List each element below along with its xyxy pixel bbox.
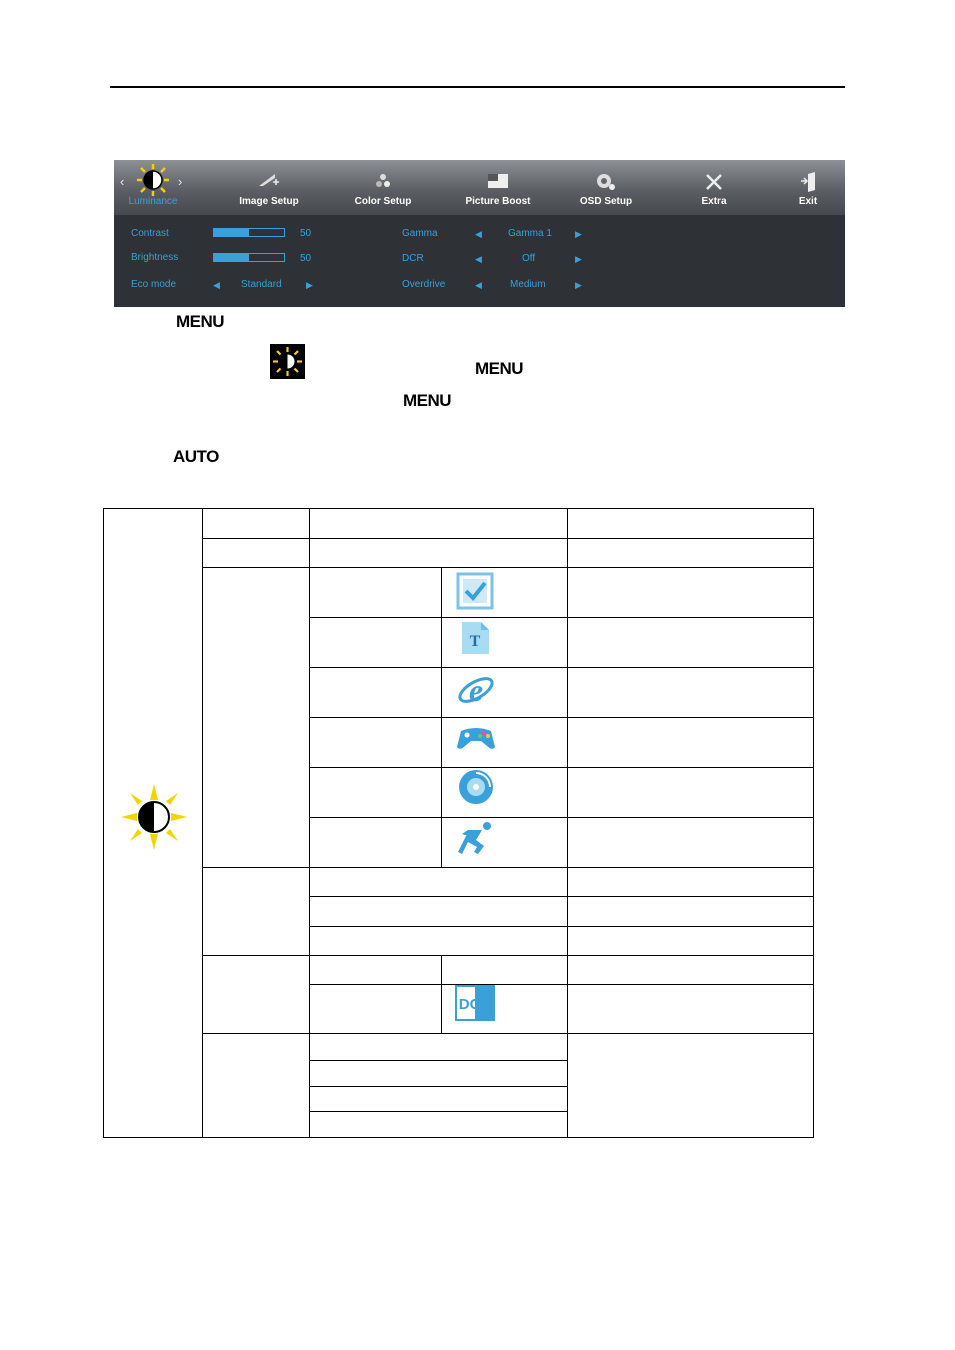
sports-icon — [456, 820, 496, 861]
table-border — [103, 508, 104, 1138]
eco-mode-label: Eco mode — [131, 279, 177, 290]
internet-icon — [456, 670, 496, 715]
text-icon — [459, 620, 491, 661]
row-divider — [202, 955, 814, 956]
gamma-label: Gamma — [402, 228, 438, 239]
tab-label: OSD Setup — [579, 196, 633, 207]
color-setup-icon — [374, 172, 392, 193]
overdrive-left-arrow[interactable]: ◀ — [475, 280, 482, 290]
contrast-value: 50 — [300, 228, 312, 239]
tab-color-setup[interactable] — [343, 160, 423, 215]
dcr-right-arrow[interactable]: ▶ — [575, 254, 582, 264]
menu-keyword: MENU — [176, 312, 225, 331]
osd-menu — [114, 160, 845, 307]
overdrive-label: Overdrive — [402, 279, 446, 290]
row-divider — [202, 567, 814, 568]
luminance-table — [103, 508, 814, 1138]
row-divider — [309, 1086, 567, 1087]
row-divider — [309, 1060, 567, 1061]
exit-icon — [799, 172, 817, 195]
header-rule — [110, 86, 845, 88]
row-divider — [309, 717, 814, 718]
dcr-label: DCR — [402, 253, 424, 264]
movie-icon — [457, 768, 495, 811]
gamma-right-arrow[interactable]: ▶ — [575, 229, 582, 239]
contrast-label: Contrast — [131, 228, 169, 239]
tab-label: Extra — [701, 196, 727, 207]
tab-osd-setup[interactable] — [566, 160, 646, 215]
dcr-value: Off — [522, 253, 536, 264]
tab-label: Exit — [798, 196, 818, 207]
picture-boost-icon — [487, 172, 509, 193]
tab-extra[interactable] — [674, 160, 754, 215]
table-border — [103, 508, 814, 509]
table-border — [103, 1137, 814, 1138]
tab-luminance[interactable] — [118, 160, 188, 215]
svg-text:DCR — [459, 996, 492, 1013]
overdrive-value: Medium — [510, 279, 546, 290]
tab-exit[interactable] — [778, 160, 838, 215]
luminance-icon — [136, 163, 170, 200]
row-divider — [309, 1111, 567, 1112]
column-divider — [441, 955, 442, 1033]
extra-icon — [704, 172, 724, 195]
row-divider — [309, 767, 814, 768]
row-divider — [309, 984, 814, 985]
row-divider — [309, 926, 814, 927]
contrast-slider-fill — [214, 229, 249, 236]
image-setup-icon — [257, 172, 281, 193]
osd-prev-arrow[interactable]: ‹ — [120, 174, 125, 189]
tab-image-setup[interactable] — [229, 160, 309, 215]
tab-label: Image Setup — [239, 196, 299, 207]
brightness-label: Brightness — [131, 252, 179, 263]
tab-label: Luminance — [128, 196, 178, 207]
contrast-slider[interactable] — [213, 228, 285, 237]
eco-mode-value: Standard — [241, 279, 282, 290]
column-divider — [309, 508, 310, 1138]
osd-tab-bar — [114, 160, 845, 215]
standard-check-icon — [455, 571, 495, 616]
row-divider — [309, 896, 814, 897]
row-divider — [309, 667, 814, 668]
row-divider — [202, 1033, 814, 1034]
gamma-value: Gamma 1 — [508, 228, 552, 239]
row-divider — [202, 867, 814, 868]
column-divider — [202, 508, 203, 1138]
table-border — [813, 508, 814, 1138]
row-divider — [309, 817, 814, 818]
row-divider — [309, 617, 814, 618]
tab-label: Picture Boost — [465, 196, 531, 207]
overdrive-right-arrow[interactable]: ▶ — [575, 280, 582, 290]
auto-keyword: AUTO — [173, 447, 219, 466]
osd-next-arrow[interactable]: › — [178, 174, 183, 189]
dcr-icon-text: DCR — [458, 996, 492, 1013]
tab-picture-boost[interactable] — [458, 160, 538, 215]
menu-keyword: MENU — [475, 359, 524, 378]
game-icon — [455, 721, 497, 758]
eco-mode-right-arrow[interactable]: ▶ — [306, 280, 313, 290]
dcr-left-arrow[interactable]: ◀ — [475, 254, 482, 264]
luminance-icon — [270, 344, 305, 379]
column-divider — [567, 508, 568, 1138]
eco-mode-left-arrow[interactable]: ◀ — [213, 280, 220, 290]
gamma-left-arrow[interactable]: ◀ — [475, 229, 482, 239]
osd-setup-icon — [595, 172, 617, 195]
dcr-icon — [455, 985, 495, 1026]
tab-label: Color Setup — [354, 196, 412, 207]
svg-text:T: T — [469, 633, 481, 650]
svg-text:e: e — [468, 672, 484, 708]
brightness-slider-fill — [214, 254, 249, 261]
menu-keyword: MENU — [403, 391, 452, 410]
brightness-value: 50 — [300, 253, 312, 264]
row-divider — [202, 538, 814, 539]
luminance-icon — [119, 782, 189, 857]
brightness-slider[interactable] — [213, 253, 285, 262]
